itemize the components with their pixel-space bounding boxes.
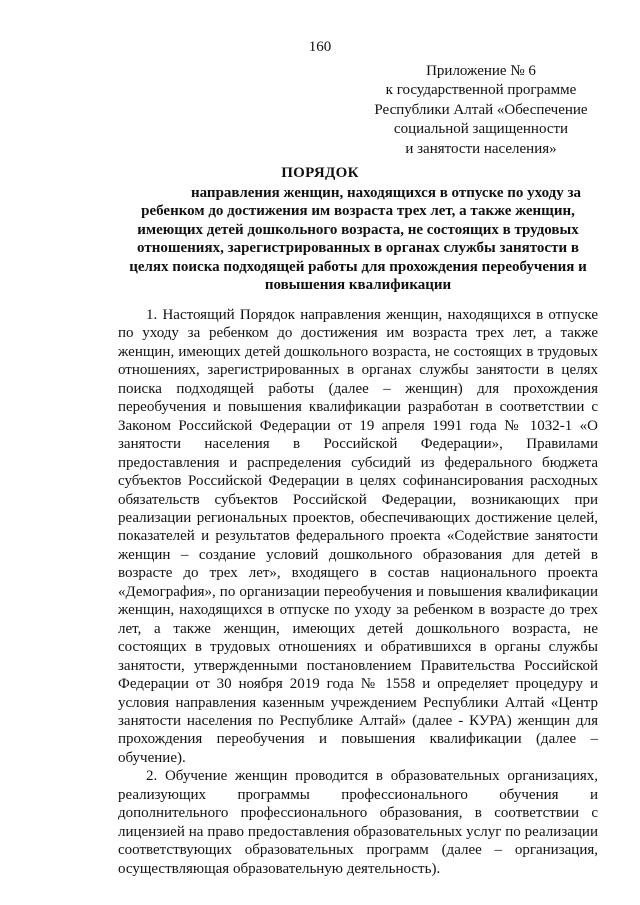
subtitle-line: целях поиска подходящей работы для прохождения переобучения и: [129, 258, 587, 275]
subtitle-line: направления женщин, находящихся в отпуске по уходу за: [190, 185, 581, 201]
document-body: [118, 306, 598, 878]
subtitle-line: имеющих детей дошкольного возраста, не состоящих в трудовых: [137, 221, 579, 238]
paragraph-1: 1. Настоящий Порядок направления женщин, находящихся в отпуске по уходу за ребенком до достижения им возраста трех лет, а также женщин, имеющих детей дошкольного возраста, не состоящих в трудовых отношениях, зарегистрированных в органах службы занятости в целях поиска подходящей работы (далее – женщин) для прохождения переобучения и повышения квалификации разработан в соответствии с Законом Российской Федерации от 19 апреля 1991 года № 1032-1 «О занятости населения в Российской Федерации», Правилами предоставления и распределения субсидий из федерального бюджета субъектов Российской Федерации в целях софинансирования расходных обязательств субъектов Российской Федерации, возникающих при реализации региональных проектов, обеспечивающих достижение целей, показателей и результатов федерального проекта «Содействие занятости женщин – создание условий дошкольного образования для детей в возрасте до трех лет», входящего в состав национального проекта «Демография», по организации переобучения и повышения квалификации женщин, находящихся в отпуске по уходу за ребенком в возрасте до трех лет, а также женщин, имеющих детей дошкольного возраста, не состоящих в трудовых отношениях и обратившихся в органы службы занятости, утвержденными постановлением Правительства Российской Федерации от 30 ноября 2019 года № 1558 и определяет процедуру и условия направления казенным учреждением Республики Алтай «Центр занятости населения по Республике Алтай» (далее - КУРА) женщин для прохождения переобучения и повышения квалификации (далее – обучение).: [118, 307, 598, 766]
page-number: 160: [308, 39, 332, 55]
document-subtitle: [118, 184, 598, 294]
appendix-line: социальной защищенности: [393, 121, 569, 138]
paragraph-2: 2. Обучение женщин проводится в образовательных организациях, реализующих программы профессионального обучения и дополнительного профессионального образования, в соответствии с лицензией на право предоставления образовательных услуг по реализации соответствующих образовательных программ (далее – организация, осуществляющая образовательную деятельность).: [118, 768, 598, 877]
subtitle-line: ребенком до достижения им возраста трех лет, а также женщин,: [141, 203, 575, 220]
appendix-line: к государственной программе: [385, 82, 577, 99]
appendix-line: и занятости населения»: [405, 140, 557, 157]
appendix-line: Приложение № 6: [426, 63, 536, 79]
appendix-header: [370, 62, 592, 159]
appendix-line: Республики Алтай «Обеспечение: [374, 101, 588, 118]
subtitle-line: отношениях, зарегистрированных в органах службы занятости в: [137, 240, 579, 257]
subtitle-line: повышения квалификации: [264, 277, 452, 294]
document-title: ПОРЯДОК: [281, 165, 359, 181]
